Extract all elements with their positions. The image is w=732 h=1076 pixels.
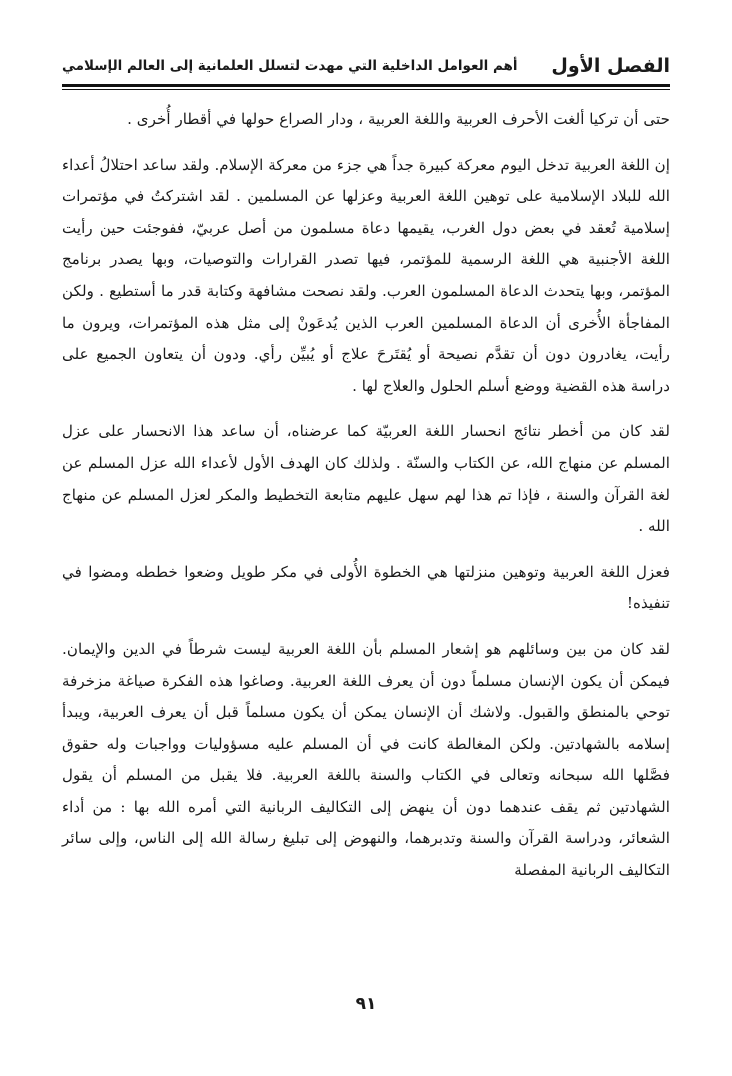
page-number: ٩١ [355,994,377,1014]
body-text [62,104,670,887]
page-header [62,48,670,84]
running-title: أهم العوامل الداخلية التي مهدت لتسلل العلمانية إلى العالم الإسلامي [62,58,518,74]
chapter-title: الفصل الأول [551,55,670,77]
paragraph-4: فعزل اللغة العربية وتوهين منزلتها هي الخطوة الأُولى في مكر طويل وضعوا خططه ومضوا في تنفيذه! [62,562,670,613]
header-rule-thin [62,89,670,90]
paragraph-2: إن اللغة العربية تدخل اليوم معركة كبيرة جداً هي جزء من معركة الإسلام. ولقد ساعد احتلالُ أعداء الله للبلاد الإسلامية على توهين اللغة العربية وعزلها عن المسلمين . لقد اشتركتُ في مؤتمرات إسلامية تُعقد في بعض دول الغرب، يقيمها دعاة مسلمون من أصل عربيّ، ففوجئت حين رأيت اللغة الأجنبية هي اللغة الرسمية للمؤتمر، فيها تصدر القرارات والتوصيات، وبها يصدر برنامج المؤتمر، وبها يتحدث الدعاة المسلمون العرب. ولقد نصحت مشافهة وكتابة قدر ما أستطيع . ولكن المفاجأة الأُخرى أن الدعاة المسلمين العرب الذين يُدعَونْ إلى مثل هذه المؤتمرات، ويرون ما رأيت، يغادرون دون أن تقدَّم نصيحة أو يُقتَرحَ علاج أو يُبيِّن رأي. ودون أن يتعاون الجميع على دراسة هذه القضية ووضع أسلم الحلول والعلاج لها . [62,155,670,395]
header-rule-thick [62,84,670,87]
paragraph-1: حتى أن تركيا ألغت الأحرف العربية واللغة العربية ، ودار الصراع حولها في أقطار أُخرى . [127,110,670,128]
paragraph-5: لقد كان من بين وسائلهم هو إشعار المسلم بأن اللغة العربية ليست شرطاً في الدين والإيمان. فيمكن أن يكون الإنسان مسلماً دون أن يعرف اللغة العربية. وصاغوا هذه الفكرة صياغة مزخرفة توحي بالمنطق والقبول. ولاشك أن الإنسان يمكن أن يكون مسلماً قبل أن يعرف العربية، ويبدأ إسلامه بالشهادتين. ولكن المغالطة كانت في أن المسلم عليه مسؤوليات وواجبات وله حقوق فصَّلها الله سبحانه وتعالى في الكتاب والسنة باللغة العربية. فلا يقبل من المسلم أن يقول الشهادتين ثم يقف عندهما دون أن ينهض إلى التكاليف الربانية التي أمره الله بها : من أداء الشعائر، ودراسة القرآن والسنة وتدبرهما، والنهوض إلى تبليغ رسالة الله إلى الناس، وإلى سائر التكاليف الربانية المفصلة [62,639,670,880]
paragraph-3: لقد كان من أخطر نتائج انحسار اللغة العربيّة كما عرضناه، أن ساعد هذا الانحسار على عزل المسلم عن منهاج الله، عن الكتاب والسنّة . ولذلك كان الهدف الأول لأعداء الله عزل المسلم عن لغة القرآن والسنة ، فإذا تم هذا لهم سهل عليهم متابعة التخطيط والمكر لعزل المسلم عن منهاج الله . [62,422,670,536]
